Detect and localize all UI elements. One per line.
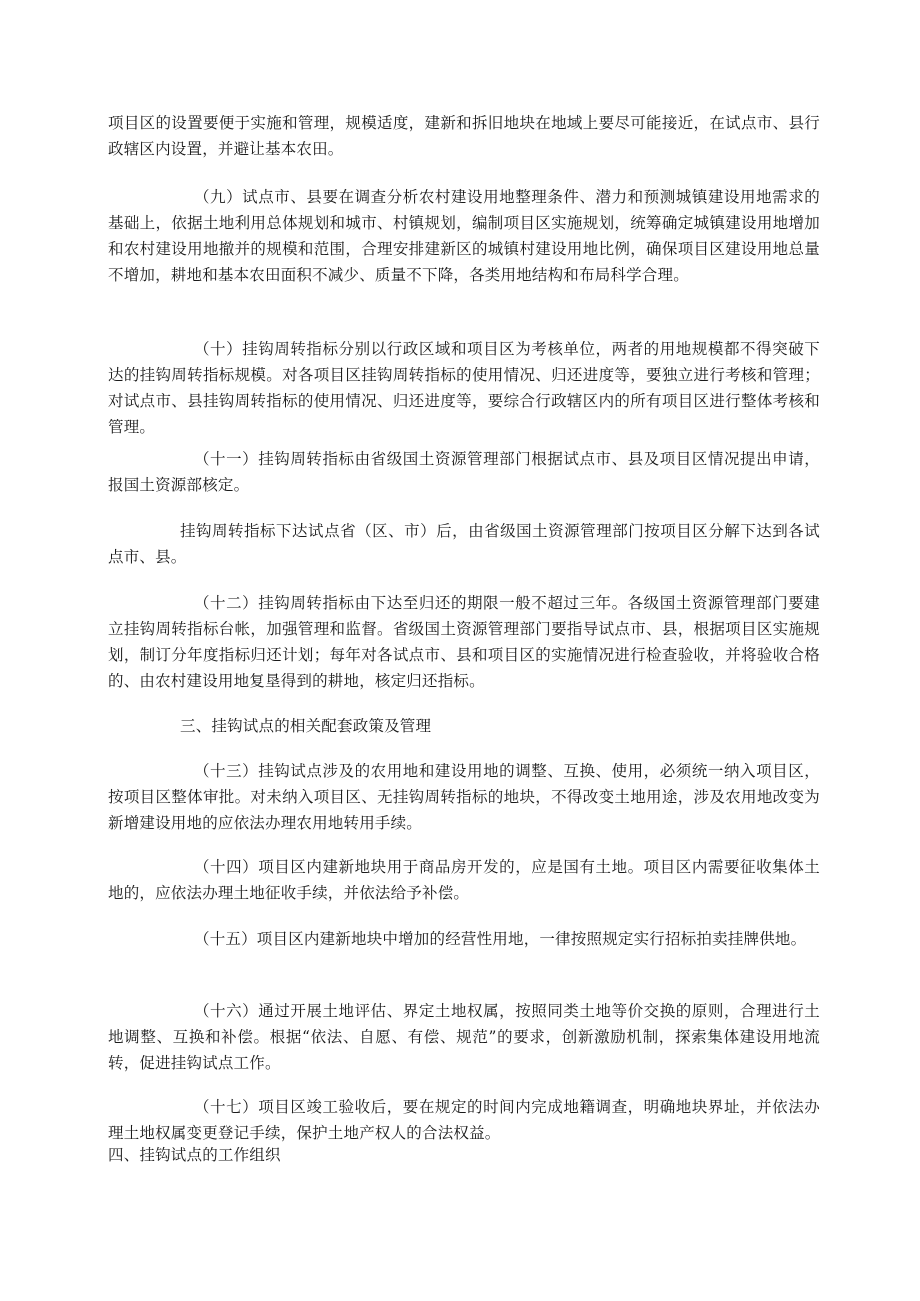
paragraph-item-11-continued: 挂钩周转指标下达试点省（区、市）后，由省级国土资源管理部门按项目区分解下达到各试点市、县。	[108, 522, 820, 566]
section-heading-4: 四、挂钩试点的工作组织	[108, 1146, 281, 1164]
paragraph-project-area-setup: 项目区的设置要便于实施和管理，规模适度，建新和拆旧地块在地域上要尽可能接近，在试点市、县行政辖区内设置，并避让基本农田。	[108, 114, 820, 158]
paragraph-item-15: （十五）项目区内建新地块中增加的经营性用地，一律按照规定实行招标拍卖挂牌供地。	[194, 930, 807, 948]
paragraph-item-16: （十六）通过开展土地评估、界定土地权属，按照同类土地等价交换的原则，合理进行土地调整、互换和补偿。根据“依法、自愿、有偿、规范”的要求，创新激励机制，探索集体建设用地流转，促进挂钩试点工作。	[108, 1002, 820, 1072]
paragraph-item-9: （九）试点市、县要在调查分析农村建设用地整理条件、潜力和预测城镇建设用地需求的基础上，依据土地利用总体规划和城市、村镇规划，编制项目区实施规划，统筹确定城镇建设用地增加和农村建设用地撤并的规模和范围，合理安排建新区的城镇村建设用地比例，确保项目区建设用地总量不增加，耕地和基本农田面积不减少、质量不下降，各类用地结构和布局科学合理。	[108, 188, 820, 284]
section-heading-3: 三、挂钩试点的相关配套政策及管理	[180, 717, 432, 735]
paragraph-item-17: （十七）项目区竣工验收后，要在规定的时间内完成地籍调查，明确地块界址，并依法办理土地权属变更登记手续，保护土地产权人的合法权益。	[108, 1098, 820, 1142]
paragraph-item-14: （十四）项目区内建新地块用于商品房开发的，应是国有土地。项目区内需要征收集体土地的，应依法办理土地征收手续，并依法给予补偿。	[108, 858, 820, 902]
paragraph-item-13: （十三）挂钩试点涉及的农用地和建设用地的调整、互换、使用，必须统一纳入项目区，按项目区整体审批。对未纳入项目区、无挂钩周转指标的地块，不得改变土地用途，涉及农用地改变为新增建设用地的应依法办理农用地转用手续。	[108, 762, 820, 832]
paragraph-item-11: （十一）挂钩周转指标由省级国土资源管理部门根据试点市、县及项目区情况提出申请，报国土资源部核定。	[108, 450, 820, 494]
paragraph-item-12: （十二）挂钩周转指标由下达至归还的期限一般不超过三年。各级国土资源管理部门要建立挂钩周转指标台帐，加强管理和监督。省级国土资源管理部门要指导试点市、县，根据项目区实施规划，制订分年度指标归还计划；每年对各试点市、县和项目区的实施情况进行检查验收，并将验收合格的、由农村建设用地复垦得到的耕地，核定归还指标。	[108, 594, 820, 690]
paragraph-item-10: （十）挂钩周转指标分别以行政区域和项目区为考核单位，两者的用地规模都不得突破下达的挂钩周转指标规模。对各项目区挂钩周转指标的使用情况、归还进度等，要独立进行考核和管理；对试点市、县挂钩周转指标的使用情况、归还进度等，要综合行政辖区内的所有项目区进行整体考核和管理。	[108, 340, 820, 436]
